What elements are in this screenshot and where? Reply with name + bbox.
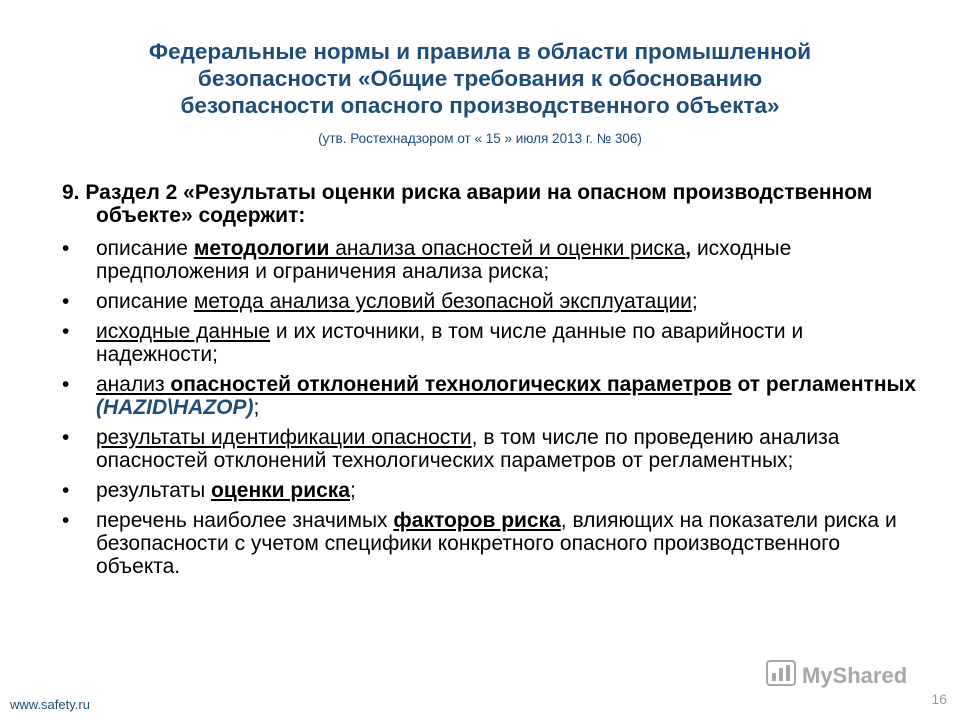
item-underlined: исходные данные xyxy=(96,320,271,343)
item-text: от регламентных xyxy=(731,373,917,396)
item-text: и их источники, в том числе данные по аварийности и надежности; xyxy=(96,320,804,366)
item-underlined: метода анализа условий безопасной эксплуатации xyxy=(193,290,692,313)
item-text: , в том числе по проведению анализа опасностей отклонений технологических параметров от регламентных; xyxy=(96,426,840,472)
title-line: Федеральные нормы и правила в области промышленной xyxy=(148,39,812,64)
item-text: ; xyxy=(350,479,356,502)
item-underlined: анализа опасностей и оценки риска xyxy=(329,237,686,260)
item-emphasis: опасностей отклонений технологических параметров xyxy=(170,373,732,396)
item-text: ; xyxy=(691,290,698,313)
item-text: описание xyxy=(96,237,194,260)
item-text: , влияющих на показатели риска и безопасности с учетом специфики конкретного опасного производственного объекта. xyxy=(96,509,897,578)
item-emphasis: оценки риска xyxy=(211,479,350,502)
item-text: , xyxy=(685,237,692,260)
item-text: исходные предположения и ограничения анализа риска; xyxy=(96,237,792,283)
bullet-icon: • xyxy=(62,320,70,343)
myshared-watermark xyxy=(766,660,907,692)
list-item xyxy=(62,320,920,366)
footer-url[interactable]: www.safety.ru xyxy=(10,697,90,712)
list-item xyxy=(62,373,920,419)
bullet-icon: • xyxy=(62,479,70,502)
list-item xyxy=(62,290,920,313)
watermark-text: MyShared xyxy=(802,663,908,688)
bullet-icon: • xyxy=(62,426,70,449)
title-line: безопасности «Общие требования к обоснованию xyxy=(197,66,763,91)
item-underlined: результаты идентификации опасности xyxy=(96,426,472,449)
item-text: результаты xyxy=(96,479,212,502)
section-heading: 9. Раздел 2 «Результаты оценки риска аварии на опасном производственном объекте» содержит: xyxy=(62,181,873,227)
slide-content xyxy=(62,181,920,585)
bullet-icon: • xyxy=(62,373,70,396)
item-text: ; xyxy=(253,396,260,419)
item-underlined: анализ xyxy=(96,373,171,396)
item-text: описание xyxy=(96,290,194,313)
bullet-icon: • xyxy=(62,509,70,532)
bullet-icon: • xyxy=(62,237,70,260)
page-number: 16 xyxy=(931,691,947,707)
bullet-icon: • xyxy=(62,290,70,313)
item-text: перечень наиболее значимых xyxy=(96,509,394,532)
list-item xyxy=(62,509,920,578)
slide-title xyxy=(40,38,920,119)
item-emphasis: факторов риска xyxy=(393,509,561,532)
item-emphasis: методологии xyxy=(193,237,330,260)
title-line: безопасности опасного производственного объекта» xyxy=(180,93,780,118)
list-item xyxy=(62,479,920,502)
chart-bars-icon xyxy=(766,660,796,692)
list-item xyxy=(62,426,920,472)
hazid-hazop-label: (HAZID\HAZOP) xyxy=(96,396,254,419)
slide-subtitle: (утв. Ростехнадзором от « 15 » июля 2013 г. № 306) xyxy=(318,131,642,146)
list-item xyxy=(62,237,920,283)
